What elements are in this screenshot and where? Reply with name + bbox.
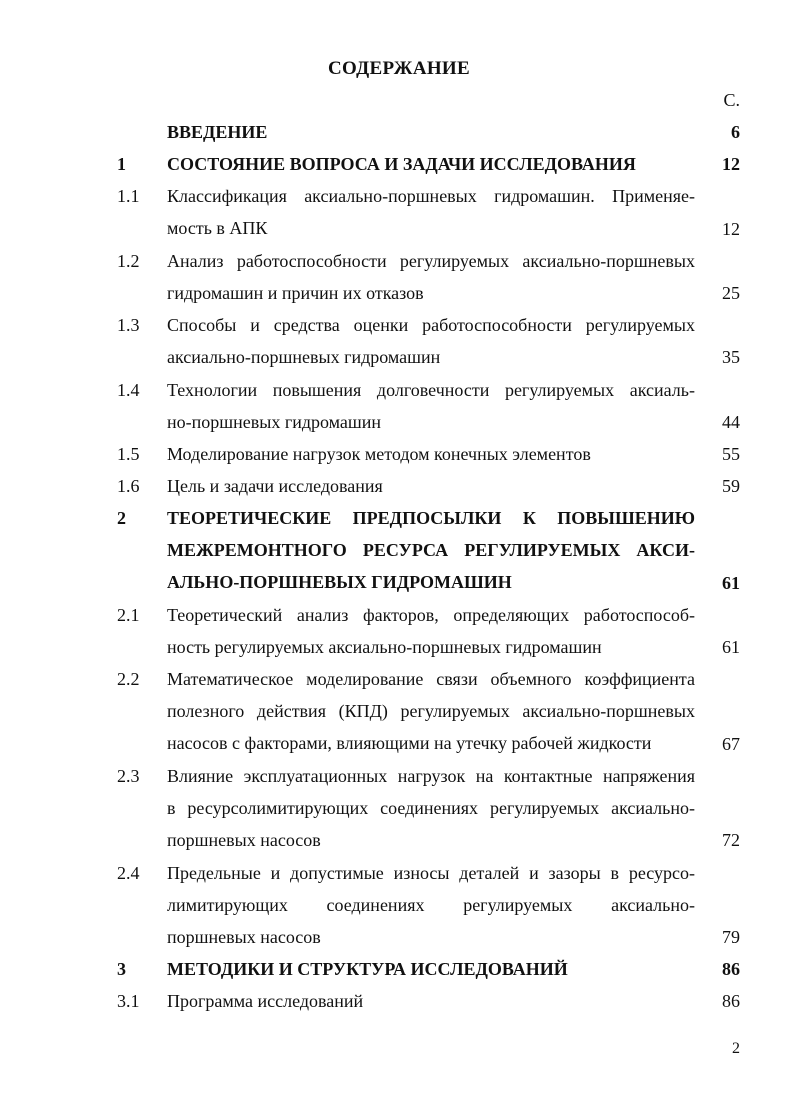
toc-entry-line: ВВЕДЕНИЕ (167, 122, 268, 142)
toc-entry-text (167, 760, 695, 856)
toc-entry-text (167, 148, 695, 180)
toc-entry-text (167, 470, 695, 502)
toc-entry-line: лимитирующих соединениях регулируемых аксиально- (167, 894, 695, 915)
toc-entry-line: поршневых насосов (167, 926, 321, 947)
toc-entry-line: СОСТОЯНИЕ ВОПРОСА И ЗАДАЧИ ИССЛЕДОВАНИЯ (167, 154, 636, 175)
toc-entry-line: Цель и задачи исследования (167, 476, 383, 497)
toc-entry-number: 2.3 (117, 766, 140, 786)
toc-entry-number: 1.5 (117, 444, 140, 464)
toc-entry-page: 67 (722, 733, 740, 754)
page-number: 2 (732, 1040, 740, 1057)
toc-entry-line: Теоретический анализ факторов, определяющих работоспособ- (167, 605, 695, 625)
toc-entry-page: 12 (722, 218, 740, 239)
toc-entry-line: МЕТОДИКИ И СТРУКТУРА ИССЛЕДОВАНИЙ (167, 959, 568, 980)
toc-entry-text (167, 985, 695, 1017)
toc-entry-line: Классификация аксиально-поршневых гидромашин. Применяе- (167, 186, 695, 207)
toc-entry-line: Моделирование нагрузок методом конечных элементов (167, 444, 591, 464)
toc-entry-text (167, 857, 695, 953)
toc-entry-line: Технологии повышения долговечности регулируемых аксиаль- (167, 379, 695, 400)
toc-entry-line: но-поршневых гидромашин (167, 411, 382, 432)
page-column-label: С. (723, 90, 740, 110)
toc-entry-line: поршневых насосов (167, 830, 321, 850)
toc-entry-text (167, 245, 695, 309)
toc-entry-line: Математическое моделирование связи объемного коэффициента (167, 669, 695, 690)
toc-entry-number: 1 (117, 154, 126, 175)
toc-entry-text (167, 180, 695, 244)
toc-entry-text (167, 116, 695, 148)
toc-entry-page: 12 (722, 154, 740, 175)
toc-entry-page: 25 (722, 282, 740, 303)
toc-entry-number: 2.1 (117, 605, 140, 625)
toc-entry-line: полезного действия (КПД) регулируемых аксиально-поршневых (167, 701, 695, 722)
toc-entry-page: 61 (722, 572, 740, 593)
toc-entry-number: 3.1 (117, 991, 140, 1012)
toc-entry-page: 72 (722, 830, 740, 851)
toc-entry-page: 55 (722, 444, 740, 464)
toc-entry-line: ность регулируемых аксиально-поршневых гидромашин (167, 637, 602, 657)
toc-entry-line: ТЕОРЕТИЧЕСКИЕ ПРЕДПОСЫЛКИ К ПОВЫШЕНИЮ (167, 508, 695, 529)
toc-entry-text (167, 374, 695, 438)
toc-entry-number: 2.4 (117, 862, 140, 883)
toc-entry-line: МЕЖРЕМОНТНОГО РЕСУРСА РЕГУЛИРУЕМЫХ АКСИ- (167, 540, 695, 561)
page-title: СОДЕРЖАНИЕ (328, 58, 470, 79)
toc-entry-line: Предельные и допустимые износы деталей и зазоры в ресурсо- (167, 862, 695, 883)
toc-entry-page: 44 (722, 411, 740, 432)
toc-entry-text (167, 502, 695, 598)
toc-entry-number: 1.4 (117, 379, 140, 400)
toc-entry-number: 1.6 (117, 476, 140, 497)
toc-entry-number: 2.2 (117, 669, 140, 690)
toc-entry-text (167, 309, 695, 373)
toc-entry-line: Способы и средства оценки работоспособности регулируемых (167, 315, 695, 336)
toc-entry-text (167, 599, 695, 663)
toc-entry-line: Анализ работоспособности регулируемых аксиально-поршневых (167, 250, 695, 271)
toc-entry-line: Программа исследований (167, 991, 364, 1012)
toc-entry-page: 86 (722, 959, 740, 980)
toc-entry-line: АЛЬНО-ПОРШНЕВЫХ ГИДРОМАШИН (167, 572, 512, 593)
toc-entry-number: 2 (117, 508, 126, 529)
toc-entry-page: 35 (722, 347, 740, 368)
toc-entry-page: 59 (722, 476, 740, 497)
toc-entry-page: 6 (731, 122, 740, 142)
toc-entry-page: 61 (722, 637, 740, 658)
toc-entry-number: 1.1 (117, 186, 140, 207)
toc-entry-text (167, 438, 695, 470)
toc-entry-line: в ресурсолимитирующих соединениях регулируемых аксиально- (167, 798, 695, 818)
toc-entry-page: 86 (722, 991, 740, 1012)
toc-entry-line: гидромашин и причин их отказов (167, 282, 424, 303)
toc-entry-page: 79 (722, 926, 740, 947)
toc-entry-line: насосов с факторами, влияющими на утечку рабочей жидкости (167, 733, 652, 754)
toc-entry-line: мость в АПК (167, 218, 268, 239)
toc-entry-text (167, 953, 695, 985)
toc-entry-number: 1.3 (117, 315, 140, 336)
toc-entry-line: Влияние эксплуатационных нагрузок на контактные напряжения (167, 766, 695, 786)
toc-entry-text (167, 663, 695, 759)
toc-entry-number: 3 (117, 959, 126, 980)
toc-entry-number: 1.2 (117, 250, 140, 271)
toc-entry-line: аксиально-поршневых гидромашин (167, 347, 441, 368)
